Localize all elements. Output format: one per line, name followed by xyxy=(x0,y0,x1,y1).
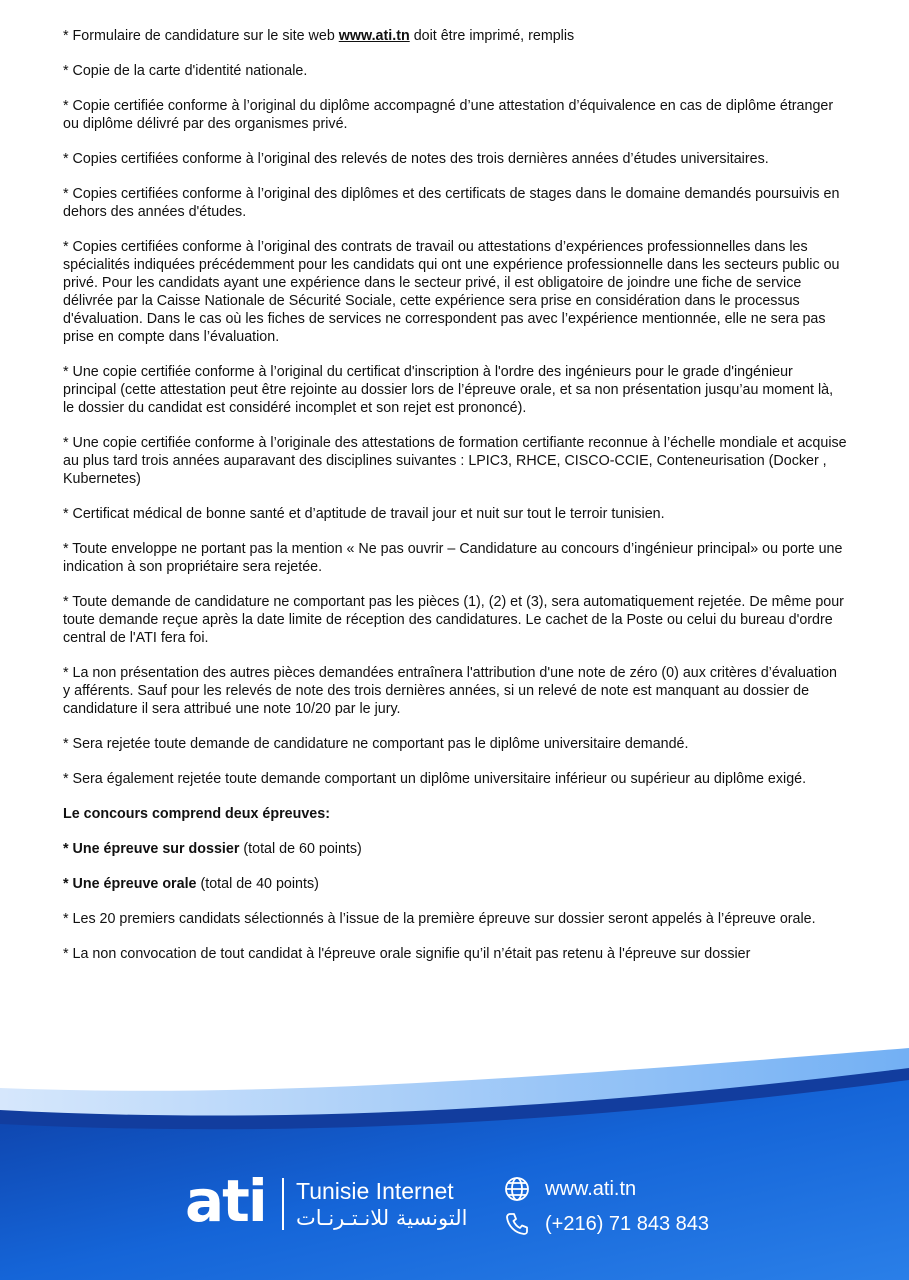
paragraph-medical-certificate: * Certificat médical de bonne santé et d’aptitude de travail jour et nuit sur tout le terroir tunisien. xyxy=(63,506,665,522)
footer-wave-background xyxy=(0,1040,909,1280)
exam-item-title: * Une épreuve sur dossier xyxy=(63,841,240,857)
paragraph-engineers-order: * Une copie certifiée conforme à l’original du certificat d'inscription à l'ordre des ingénieurs pour le grade d'ingénieur principal (cette attestation peut être rejointe au dossier lors de l’épreuve orale, et sa non présentation jusqu’au moment là, le dossier du candidat est considéré incomplet et son rejet est prononcé). xyxy=(63,364,834,416)
paragraph-certificates: * Copies certifiées conforme à l’original des diplômes et des certificats de stages dans le domaine demandés poursuivis en dehors des années d'études. xyxy=(63,186,840,220)
paragraph-missing-diploma: * Sera rejetée toute demande de candidature ne comportant pas le diplôme universitaire demandé. xyxy=(63,736,689,752)
paragraph-rejection-pieces: * Toute demande de candidature ne comportant pas les pièces (1), (2) et (3), sera automatiquement rejetée. De même pour toute demande reçue après la date limite de réception des candidatures. Le cachet de la Poste ou celui du bureau d'ordre central de l'ATI fera foi. xyxy=(63,594,844,646)
exam-item-title: * Une épreuve orale xyxy=(63,876,197,892)
phone-icon xyxy=(503,1210,531,1243)
paragraph-missing-pieces: * La non présentation des autres pièces demandées entraînera l'attribution d'une note de zéro (0) aux critères d’évaluation y afférents. Sauf pour les relevés de note des trois dernières années, si un relevé de note est manquant au dossier de candidature il sera attribué une note 10/20 par le jury. xyxy=(63,665,838,717)
globe-icon xyxy=(503,1175,531,1208)
website-link[interactable]: www.ati.tn xyxy=(338,28,410,44)
exam-item-points: (total de 60 points) xyxy=(239,841,362,857)
paragraph-diploma-level: * Sera également rejetée toute demande comportant un diplôme universitaire inférieur ou supérieur au diplôme exigé. xyxy=(63,771,807,787)
paragraph-application-form xyxy=(63,27,848,45)
brand-name-en: Tunisie Internet xyxy=(296,1178,454,1204)
brand-name-ar: التونسية للانـتـرنـات xyxy=(296,1206,468,1230)
website-contact[interactable]: www.ati.tn xyxy=(545,1178,637,1200)
document-body xyxy=(63,27,848,980)
paragraph-text: * Formulaire de candidature sur le site web xyxy=(63,28,339,44)
paragraph-training-certificates: * Une copie certifiée conforme à l’originale des attestations de formation certifiante reconnue à l’échelle mondiale et acquise au plus tard trois années auparavant des disciplines suivantes : LPIC3, RHCE, CISCO-CCIE, Conteneurisation (Docker , Kubernetes) xyxy=(63,435,847,487)
paragraph-diploma: * Copie certifiée conforme à l’original du diplôme accompagné d’une attestation d’équivalence en cas de diplôme étranger ou diplôme délivré par des organismes privé. xyxy=(63,98,834,132)
paragraph-envelope: * Toute enveloppe ne portant pas la mention « Ne pas ouvrir – Candidature au concours d’ingénieur principal» ou porte une indication à son propriétaire sera rejetée. xyxy=(63,541,843,575)
exam-item-oral xyxy=(63,875,848,893)
paragraph-id-card: * Copie de la carte d'identité nationale. xyxy=(63,63,308,79)
paragraph-text: doit être imprimé, remplis xyxy=(409,28,575,44)
exam-item-dossier xyxy=(63,840,848,858)
footer-banner xyxy=(0,1040,909,1280)
paragraph-work-contracts: * Copies certifiées conforme à l’original des contrats de travail ou attestations d’expériences professionnelles dans les spécialités indiquées précédemment pour les candidats qui ont une expérience professionnelle dans les secteurs public ou privé. Pour les candidats ayant une expérience dans le secteur privé, il est obligatoire de joindre une fiche de service délivrée par la Caisse Nationale de Sécurité Sociale, cette expérience sera prise en considération dans le processus d'évaluation. Dans le cas où les fiches de services ne correspondent pas avec l’expérience mentionnée, elle ne sera pas prise en compte dans l’évaluation. xyxy=(63,239,840,345)
exam-heading: Le concours comprend deux épreuves: xyxy=(63,806,330,822)
paragraph-transcripts: * Copies certifiées conforme à l’original des relevés de notes des trois dernières années d’études universitaires. xyxy=(63,151,769,167)
exam-note-selection: * Les 20 premiers candidats sélectionnés à l’issue de la première épreuve sur dossier seront appelés à l’épreuve orale. xyxy=(63,911,816,927)
ati-logo: ati xyxy=(185,1167,266,1235)
phone-contact[interactable]: (+216) 71 843 843 xyxy=(545,1213,710,1235)
exam-item-points: (total de 40 points) xyxy=(196,876,319,892)
exam-note-convocation: * La non convocation de tout candidat à l'épreuve orale signifie qu’il n’était pas retenu à l'épreuve sur dossier xyxy=(63,946,751,962)
logo-divider xyxy=(282,1178,284,1230)
